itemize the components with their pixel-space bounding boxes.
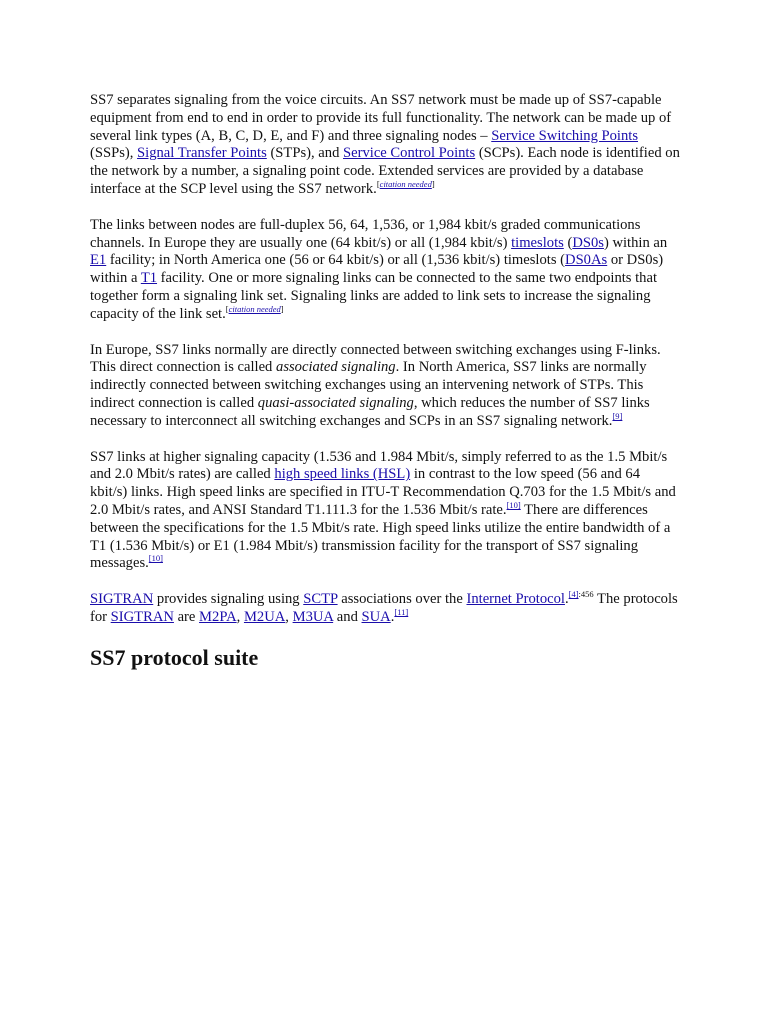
link-t1[interactable]: T1 — [140, 270, 158, 287]
link-sctp[interactable]: SCTP — [303, 591, 338, 608]
link-ds0s[interactable]: DS0s — [572, 234, 604, 251]
link-internet-protocol[interactable]: Internet Protocol — [466, 591, 565, 608]
reference-9 — [612, 411, 622, 421]
reference-10 — [149, 553, 163, 563]
bracket: ] — [280, 303, 284, 314]
text: ( — [563, 234, 573, 251]
link-e1[interactable]: E1 — [90, 252, 107, 269]
link-signal-transfer-points[interactable]: Signal Transfer Points — [137, 145, 267, 162]
text: SS7 links at higher signaling capacity (1.536 and 1.984 Mbit/s, simply referred to as the 1.5 Mbit/s and 2.0 Mbit/s rates) are called — [90, 448, 668, 483]
term-associated-signaling: associated signaling — [276, 359, 396, 376]
link-m2pa[interactable]: M2PA — [199, 608, 237, 625]
text: , — [236, 608, 244, 625]
text: . In North America, SS7 links are normally indirectly connected between switching exchanges using an intervening network of STPs. This indirect connection is called — [90, 359, 647, 411]
text: ) within an — [603, 234, 668, 251]
article-body — [90, 92, 680, 671]
reference-link[interactable]: [4] — [568, 589, 579, 600]
link-sigtran[interactable]: SIGTRAN — [90, 591, 154, 608]
text: SS7 separates signaling from the voice circuits. An SS7 network must be made up of SS7-capable equipment from end to end in order to provide its full functionality. The network can be made up of several link types (A, B, C, D, E, and F) and three signaling nodes – — [90, 92, 672, 144]
text: in contrast to the low speed (56 and 64 kbit/s) links. High speed links are specified in ITU-T Recommendation Q.703 for the 1.5 Mbit/s and 2.0 Mbit/s rates, and ANSI Standard T1.111.3 for the 1.536 Mbit/s rate. — [90, 466, 676, 518]
text: provides signaling using — [153, 591, 304, 608]
text: or DS0s) within a — [90, 252, 664, 287]
link-sigtran[interactable]: SIGTRAN — [110, 608, 174, 625]
paragraph-high-speed-links — [90, 449, 680, 574]
link-high-speed-links[interactable]: high speed links (HSL) — [274, 466, 411, 483]
paragraph-sigtran — [90, 591, 680, 627]
reference-link[interactable]: [10] — [148, 553, 163, 564]
link-m3ua[interactable]: M3UA — [292, 608, 334, 625]
text: . — [390, 608, 395, 625]
link-service-control-points[interactable]: Service Control Points — [343, 145, 476, 162]
text: (SSPs), — [90, 145, 138, 162]
text: . — [564, 591, 569, 608]
text: , — [285, 608, 293, 625]
text: , which reduces the number of SS7 links necessary to interconnect all switching exchanges and SCPs in an SS7 signaling network. — [90, 394, 650, 429]
section-heading: SS7 protocol suite — [90, 644, 259, 670]
text: and — [333, 608, 362, 625]
reference-page: :456 — [578, 589, 594, 600]
reference-link[interactable]: [9] — [612, 410, 623, 421]
paragraph-ss7-overview — [90, 92, 680, 199]
term-quasi-associated-signaling: quasi-associated signaling — [257, 394, 414, 411]
citation-needed — [226, 304, 284, 314]
bracket: [ — [376, 179, 380, 190]
reference-link[interactable]: [10] — [506, 500, 521, 511]
text: associations over the — [337, 591, 467, 608]
text: There are differences between the specifications for the 1.5 Mbit/s rate. High speed links utilize the entire bandwidth of a T1 (1.536 Mbit/s) or E1 (1.984 Mbit/s) transmission facility for the transport of SS7 signaling messages. — [90, 501, 671, 572]
text: (SCPs). Each node is identified on the network by a number, a signaling point code. Extended services are provided by a database interface at the SCP level using the SS7 network. — [90, 145, 680, 197]
link-ds0as[interactable]: DS0As — [565, 252, 608, 269]
paragraph-associated-signaling — [90, 342, 680, 431]
reference-11 — [394, 607, 408, 617]
link-timeslots[interactable]: timeslots — [511, 234, 564, 251]
text: facility. One or more signaling links can be connected to the same two endpoints that together form a signaling link set. Signaling links are added to link sets to increase the signaling capacity of the link set. — [90, 270, 658, 322]
reference-link[interactable]: [11] — [394, 607, 409, 618]
bracket: ] — [431, 179, 435, 190]
link-m2ua[interactable]: M2UA — [243, 608, 286, 625]
reference-10 — [507, 500, 521, 510]
paragraph-links-between-nodes — [90, 217, 680, 324]
link-sua[interactable]: SUA — [361, 608, 391, 625]
citation-needed-link[interactable]: citation needed — [228, 303, 281, 314]
text: are — [173, 608, 200, 625]
text: In Europe, SS7 links normally are directly connected between switching exchanges using F-links. This direct connection is called — [90, 341, 661, 376]
link-service-switching-points[interactable]: Service Switching Points — [491, 127, 639, 144]
text: (STPs), and — [266, 145, 344, 162]
text: The links between nodes are full-duplex 56, 64, 1,536, or 1,984 kbit/s graded communications channels. In Europe they are usually one (64 kbit/s) or all (1,984 kbit/s) — [90, 216, 641, 251]
text: facility; in North America one (56 or 64 kbit/s) or all (1,536 kbit/s) timeslots ( — [106, 252, 566, 269]
bracket: [ — [225, 303, 229, 314]
text: The protocols for — [90, 591, 678, 625]
citation-needed — [377, 179, 435, 189]
citation-needed-link[interactable]: citation needed — [379, 179, 432, 190]
reference-4 — [569, 589, 594, 599]
